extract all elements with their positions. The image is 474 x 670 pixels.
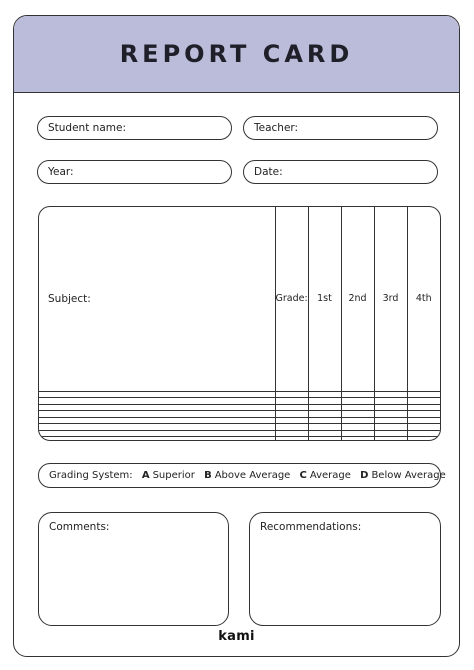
- student-name-field[interactable]: [37, 116, 232, 140]
- recommendations-box[interactable]: [249, 512, 441, 626]
- grade-letter-a: A: [141, 470, 150, 481]
- grade-letter-c: C: [299, 470, 307, 481]
- grading-system-label: Grading System:: [49, 470, 133, 481]
- grade-letter-d: D: [360, 470, 369, 481]
- table-header-row: [39, 207, 440, 391]
- page-title: REPORT CARD: [119, 40, 354, 68]
- year-field[interactable]: [37, 160, 232, 184]
- grade-header: Grade:: [275, 207, 308, 391]
- teacher-field[interactable]: [243, 116, 438, 140]
- table-row: [39, 437, 440, 440]
- date-label: Date:: [254, 166, 283, 178]
- grade-cell[interactable]: [275, 437, 308, 440]
- term-2-header: 2nd: [341, 207, 374, 391]
- comments-label: Comments:: [49, 521, 110, 533]
- subject-cell[interactable]: [39, 437, 275, 440]
- term-3-cell[interactable]: [374, 437, 407, 440]
- grade-letter-b: B: [204, 470, 212, 481]
- recommendations-label: Recommendations:: [260, 521, 362, 533]
- grade-desc-a: Superior: [152, 470, 195, 481]
- student-name-label: Student name:: [48, 122, 126, 134]
- grades-table: [38, 206, 441, 441]
- kami-logo: kami: [218, 629, 255, 644]
- grading-system-legend: [38, 463, 446, 488]
- term-4-header: 4th: [407, 207, 440, 391]
- term-4-cell[interactable]: [407, 437, 440, 440]
- report-card: [13, 15, 460, 657]
- term-2-cell[interactable]: [341, 437, 374, 440]
- term-1-cell[interactable]: [308, 437, 341, 440]
- term-1-header: 1st: [308, 207, 341, 391]
- header-banner: [14, 16, 459, 93]
- date-field[interactable]: [243, 160, 438, 184]
- term-3-header: 3rd: [374, 207, 407, 391]
- grade-desc-d: Below Average: [371, 470, 446, 481]
- comments-box[interactable]: [38, 512, 229, 626]
- teacher-label: Teacher:: [254, 122, 299, 134]
- subject-header: Subject:: [39, 207, 275, 391]
- year-label: Year:: [48, 166, 74, 178]
- grade-desc-c: Average: [309, 470, 351, 481]
- grade-desc-b: Above Average: [214, 470, 291, 481]
